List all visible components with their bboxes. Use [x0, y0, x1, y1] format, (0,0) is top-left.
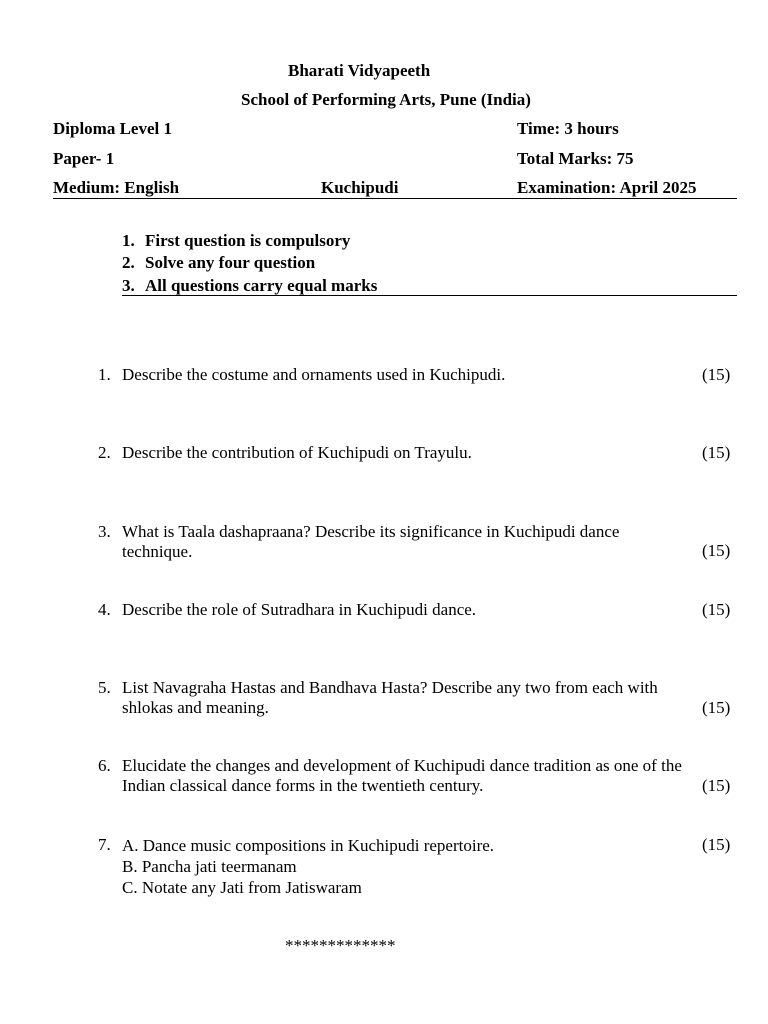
question-marks: (15) [702, 443, 731, 462]
end-stars: ************* [285, 936, 396, 955]
question-line: Elucidate the changes and development of Kuchipudi dance tradition as one of the [122, 756, 682, 775]
question-text [122, 600, 476, 620]
header-divider [53, 198, 737, 199]
instruction-item [122, 276, 377, 296]
medium-label: Medium: English [53, 178, 180, 197]
question-line: What is Taala dashapraana? Describe its significance in Kuchipudi dance [122, 522, 620, 541]
instruction-number: 2. [122, 253, 135, 272]
question-text [122, 443, 472, 463]
question-line: C. Notate any Jati from Jatiswaram [122, 878, 362, 897]
question-line: Describe the role of Sutradhara in Kuchipudi dance. [122, 600, 477, 619]
examination-label: Examination: April 2025 [517, 178, 697, 197]
instructions-divider [122, 295, 737, 296]
question-number: 6. [98, 756, 111, 775]
question-marks: (15) [702, 835, 731, 854]
question-line: Describe the contribution of Kuchipudi on Trayulu. [122, 443, 472, 462]
level-label: Diploma Level 1 [53, 119, 172, 138]
question-marks: (15) [702, 698, 731, 717]
question-line: Describe the costume and ornaments used in Kuchipudi. [122, 365, 506, 384]
question-marks: (15) [702, 541, 731, 560]
question-line: Indian classical dance forms in the twentieth century. [122, 776, 484, 795]
institution-name: Bharati Vidyapeeth [288, 61, 431, 80]
question-text [122, 365, 505, 385]
question-number: 2. [98, 443, 111, 462]
question-line: A. Dance music compositions in Kuchipudi repertoire. [122, 836, 495, 855]
question-text [122, 835, 494, 898]
question-number: 3. [98, 522, 111, 541]
instruction-text: All questions carry equal marks [145, 276, 378, 295]
question-number: 7. [98, 835, 111, 854]
question-line: List Navagraha Hastas and Bandhava Hasta? Describe any two from each with [122, 678, 658, 697]
question-marks: (15) [702, 776, 731, 795]
question-line: B. Pancha jati teermanam [122, 857, 297, 876]
question-text [122, 678, 658, 718]
time-label: Time: 3 hours [517, 119, 619, 138]
question-number: 1. [98, 365, 111, 384]
question-number: 5. [98, 678, 111, 697]
question-number: 4. [98, 600, 111, 619]
question-marks: (15) [702, 600, 731, 619]
question-text [122, 756, 682, 796]
instruction-text: Solve any four question [145, 253, 316, 272]
instruction-text: First question is compulsory [145, 231, 351, 250]
question-marks: (15) [702, 365, 731, 384]
total-marks-label: Total Marks: 75 [517, 149, 634, 168]
school-name: School of Performing Arts, Pune (India) [241, 90, 531, 109]
instruction-number: 3. [122, 276, 135, 295]
subject-label: Kuchipudi [321, 178, 399, 197]
question-line: technique. [122, 542, 193, 561]
instruction-item [122, 253, 315, 273]
question-text [122, 522, 619, 562]
instruction-item [122, 231, 350, 251]
instruction-number: 1. [122, 231, 135, 250]
question-line: shlokas and meaning. [122, 698, 269, 717]
paper-label: Paper- 1 [53, 149, 115, 168]
